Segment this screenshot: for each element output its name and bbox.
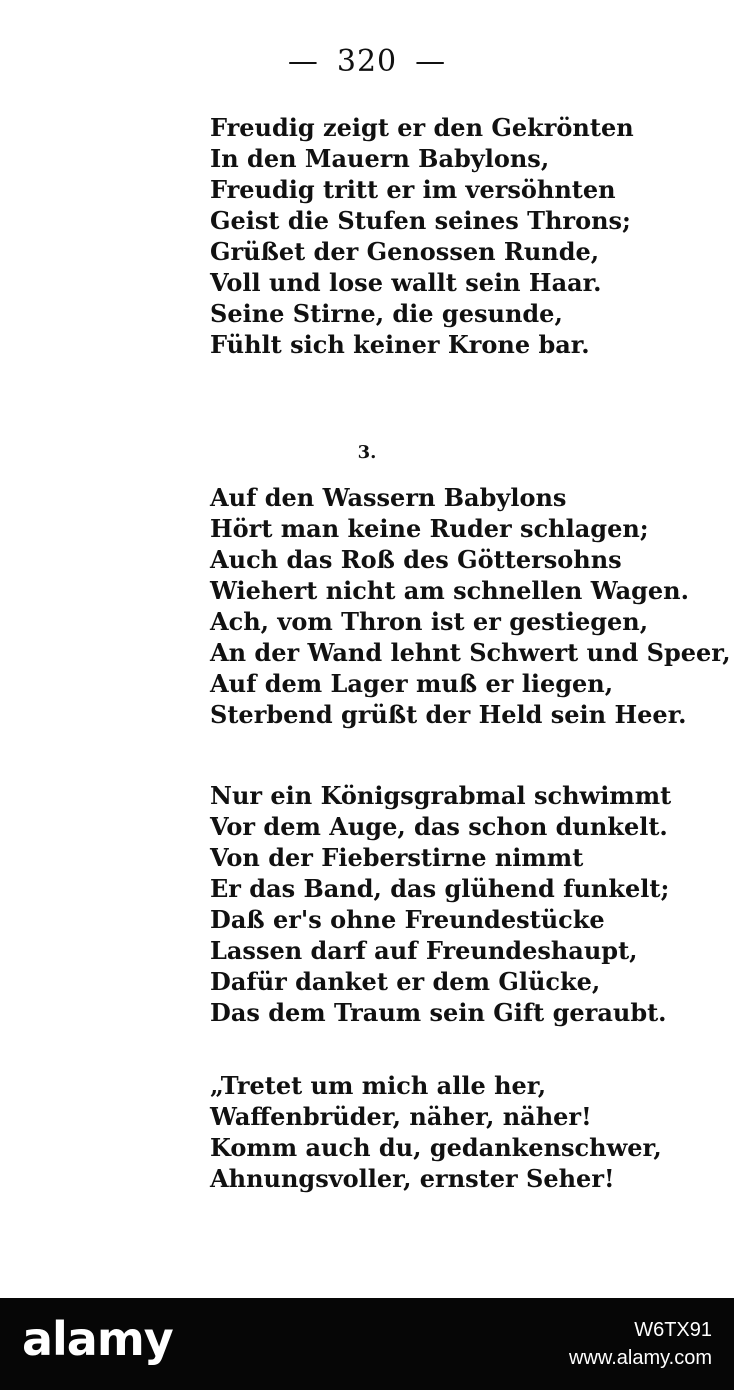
section-number: 3. <box>357 442 377 463</box>
page-number-header <box>0 44 734 79</box>
poem-line: Ach, vom Thron ist er gestiegen, <box>210 607 649 636</box>
brand-logo: alamy <box>22 1312 173 1366</box>
poem-line: Freudig zeigt er den Gekrönten <box>210 113 634 142</box>
poem-line: Auf dem Lager muß er liegen, <box>210 669 614 698</box>
image-id-block <box>569 1316 712 1372</box>
poem-line: Daß er's ohne Freundestücke <box>210 905 605 934</box>
stanza-1 <box>210 112 634 360</box>
poem-line: Fühlt sich keiner Krone bar. <box>210 330 590 359</box>
poem-line: Grüßet der Genossen Runde, <box>210 237 600 266</box>
poem-line: Dafür danket er dem Glücke, <box>210 967 601 996</box>
poem-line: Hört man keine Ruder schlagen; <box>210 514 649 543</box>
poem-line: Auch das Roß des Göttersohns <box>210 545 622 574</box>
poem-line: An der Wand lehnt Schwert und Speer, <box>210 638 731 667</box>
poem-line: Lassen darf auf Freundeshaupt, <box>210 936 638 965</box>
poem-line: Waffenbrüder, näher, näher! <box>210 1102 592 1131</box>
page-number-dash-left: — <box>287 44 319 79</box>
watermark-footer <box>0 1298 734 1390</box>
poem-line: Vor dem Auge, das schon dunkelt. <box>210 812 668 841</box>
poem-line: Seine Stirne, die gesunde, <box>210 299 563 328</box>
page-number: 320 <box>336 44 398 79</box>
poem-line: Geist die Stufen seines Throns; <box>210 206 631 235</box>
poem-line: Ahnungsvoller, ernster Seher! <box>210 1164 615 1193</box>
stanza-4 <box>210 1070 662 1194</box>
image-id: W6TX91 <box>634 1319 712 1341</box>
poem-line: Von der Fieberstirne nimmt <box>210 843 584 872</box>
watermark-url: www.alamy.com <box>569 1347 712 1369</box>
poem-line: Er das Band, das glühend funkelt; <box>210 874 670 903</box>
poem-line: „Tretet um mich alle her, <box>210 1071 547 1100</box>
poem-line: Freudig tritt er im versöhnten <box>210 175 616 204</box>
poem-line: In den Mauern Babylons, <box>210 144 550 173</box>
poem-line: Voll und lose wallt sein Haar. <box>210 268 602 297</box>
poem-line: Auf den Wassern Babylons <box>210 483 567 512</box>
stanza-2 <box>210 482 731 730</box>
page-number-dash-right: — <box>415 44 447 79</box>
poem-line: Wiehert nicht am schnellen Wagen. <box>210 576 689 605</box>
poem-line: Komm auch du, gedankenschwer, <box>210 1133 662 1162</box>
poem-line: Nur ein Königsgrabmal schwimmt <box>210 781 672 810</box>
poem-line: Das dem Traum sein Gift geraubt. <box>210 998 667 1027</box>
poem-line: Sterbend grüßt der Held sein Heer. <box>210 700 687 729</box>
stanza-3 <box>210 780 671 1028</box>
